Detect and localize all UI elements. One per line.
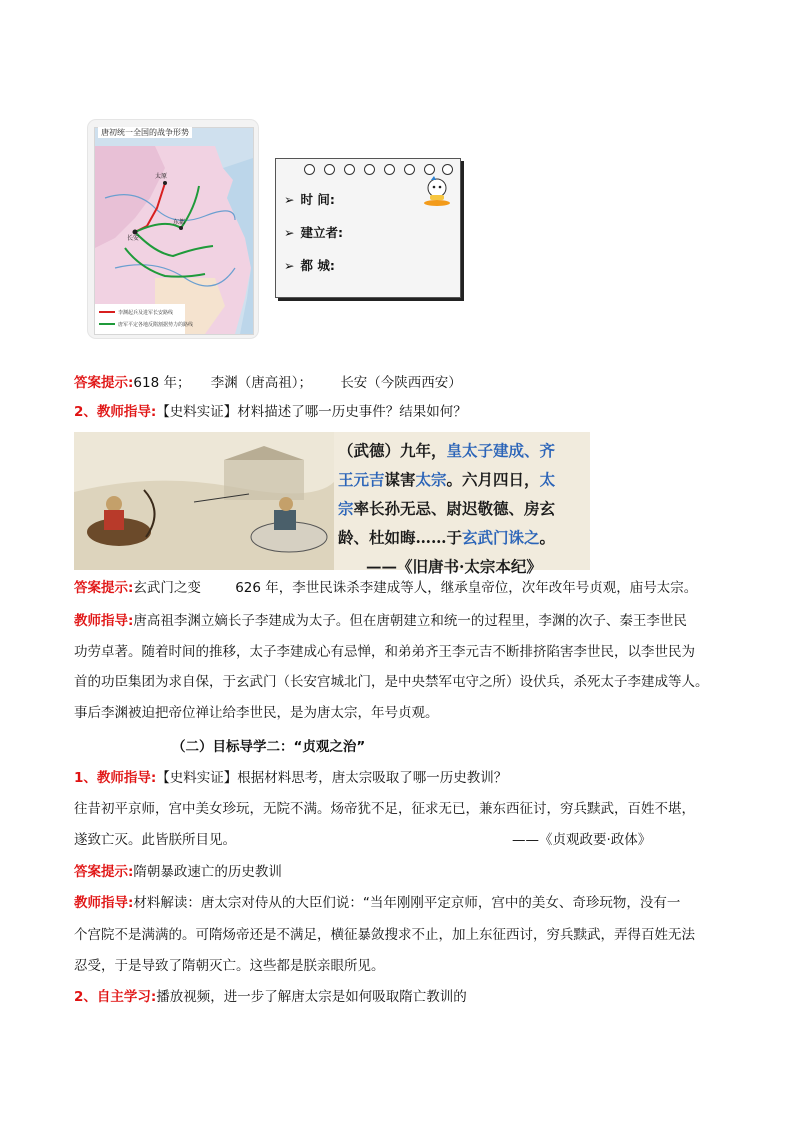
quote-line-4: [338, 523, 588, 552]
material-line-2: 遂致亡灭。此皆朕所目见。: [74, 832, 236, 848]
arrow-icon: ➢: [284, 225, 295, 240]
quote-text: 谋害: [384, 470, 416, 489]
answer-year: 618 年；: [133, 375, 191, 391]
answer-capital: 长安（今陕西西安）: [340, 375, 462, 391]
map-label-dongdu: 东都: [173, 219, 186, 226]
legend-green-label: 唐军平定各地反隋割据势力的路线: [118, 322, 194, 328]
guide-2-line-3: 忍受，于是导致了隋朝灭亡。这些都是朕亲眼所见。: [74, 958, 385, 974]
arrow-icon: ➢: [284, 258, 295, 273]
tang-unification-map: [94, 127, 254, 335]
question-number: 1、教师指导:: [74, 770, 157, 786]
answer-tag: 答案提示:: [74, 375, 134, 391]
guide-1-line-3: 首的功臣集团为求自保，于玄武门（长安宫城北门，是中央禁军屯守之所）设伏兵，杀死太子李建成等人。: [74, 674, 709, 690]
quote-text: 率长孙无忌、尉迟敬德、房玄: [353, 499, 556, 518]
guide-text: 材料解读：唐太宗对侍从的大臣们说：“当年刚刚平定京师，宫中的美女、奇珍玩物，没有一: [133, 895, 681, 911]
mascot-icon: [422, 175, 452, 207]
question-number: 2、自主学习:: [74, 989, 157, 1005]
note-row-founder: [284, 223, 343, 241]
material-line-1: 往昔初平京师，宫中美女珍玩，无院不满。炀帝犹不足，征求无已，兼东西征讨，穷兵黩武，百姓不堪，: [74, 801, 695, 817]
note-label-founder: 建立者:: [300, 225, 343, 240]
quote-line-1: [338, 436, 588, 465]
guide-text: 唐高祖李渊立嫡长子李建成为太子。但在唐朝建立和统一的过程里，李渊的次子、秦王李世民: [133, 613, 687, 629]
quote-line-2: [338, 465, 588, 494]
note-label-capital: 都 城:: [300, 258, 335, 273]
answer-tag: 答案提示:: [74, 580, 134, 596]
answer-text: 隋朝暴政速亡的历史教训: [133, 864, 282, 880]
ring-icon: [442, 164, 453, 175]
note-row-capital: [284, 256, 335, 274]
quote-highlight: 太宗: [415, 470, 447, 489]
quote-text: 。六月四日，: [446, 470, 540, 489]
arrow-icon: ➢: [284, 192, 295, 207]
guide-1-line-1: [74, 611, 687, 631]
question-text: 【史料实证】材料描述了哪一历史事件？结果如何？: [156, 404, 467, 420]
section-heading: （二）目标导学二：“贞观之治”: [172, 739, 366, 755]
map-graphic: [95, 128, 253, 334]
quote-text: 龄、杜如晦……于: [338, 528, 463, 547]
quote-text: 。: [539, 528, 556, 547]
quote-text: （武德）九年，: [338, 441, 447, 460]
quote-highlight: 皇太子建成、齐: [446, 441, 556, 460]
guide-1-line-2: 功劳卓著。随着时间的推移，太子李建成心有忌惮，和弟弟齐王李元吉不断排挤陷害李世民，以李世民为: [74, 644, 695, 660]
question-2: [74, 402, 467, 422]
ring-icon: [324, 164, 335, 175]
answer-event: 玄武门之变: [133, 580, 201, 596]
question-text: 播放视频，进一步了解唐太宗是如何吸取隋亡教训的: [156, 989, 467, 1005]
quote-line-3: [338, 494, 588, 523]
question-number: 2、教师指导:: [74, 404, 157, 420]
quote-highlight: 玄武门诛之: [462, 528, 540, 547]
map-label-changan: 长安: [127, 235, 140, 242]
note-label-time: 时 间:: [300, 192, 335, 207]
answer-1: [74, 373, 462, 393]
ring-icon: [404, 164, 415, 175]
guide-tag: 教师指导:: [74, 895, 134, 911]
notebook-card: [275, 158, 461, 298]
answer-detail: 626 年，李世民诛杀李建成等人，继承皇帝位，次年改年号贞观，庙号太宗。: [235, 580, 698, 596]
historical-quote: [338, 436, 588, 581]
ring-icon: [344, 164, 355, 175]
guide-tag: 教师指导:: [74, 613, 134, 629]
guide-1-line-4: 事后李渊被迫把帝位禅让给李世民，是为唐太宗，年号贞观。: [74, 705, 439, 721]
guide-2-line-2: 个宫院不是满满的。可隋炀帝还是不满足，横征暴敛搜求不止，加上东征西讨，穷兵黩武，弄得百姓无法: [74, 927, 695, 943]
answer-tag: 答案提示:: [74, 864, 134, 880]
ring-icon: [304, 164, 315, 175]
note-row-time: [284, 190, 335, 208]
ring-icon: [384, 164, 395, 175]
question-4: [74, 987, 467, 1007]
answer-2: [74, 578, 697, 598]
question-3: [74, 768, 507, 788]
quote-highlight: 宗: [338, 499, 354, 518]
quote-highlight: 王元吉: [338, 470, 385, 489]
ring-icon: [364, 164, 375, 175]
answer-founder: 李渊（唐高祖）；: [210, 375, 313, 391]
answer-3: [74, 862, 282, 882]
quote-source: ——《旧唐书·太宗本纪》: [366, 557, 542, 576]
material-source: ——《贞观政要·政体》: [512, 832, 652, 848]
map-label-taiyuan: 太原: [155, 173, 168, 180]
guide-2-line-1: [74, 893, 680, 913]
question-text: 【史料实证】根据材料思考，唐太宗吸取了哪一历史教训？: [156, 770, 508, 786]
quote-highlight: 太: [539, 470, 556, 489]
map-title: 唐初统一全国的战争形势: [98, 127, 192, 138]
legend-red-label: 李渊起兵及进军长安路线: [118, 310, 174, 316]
ring-icon: [424, 164, 435, 175]
